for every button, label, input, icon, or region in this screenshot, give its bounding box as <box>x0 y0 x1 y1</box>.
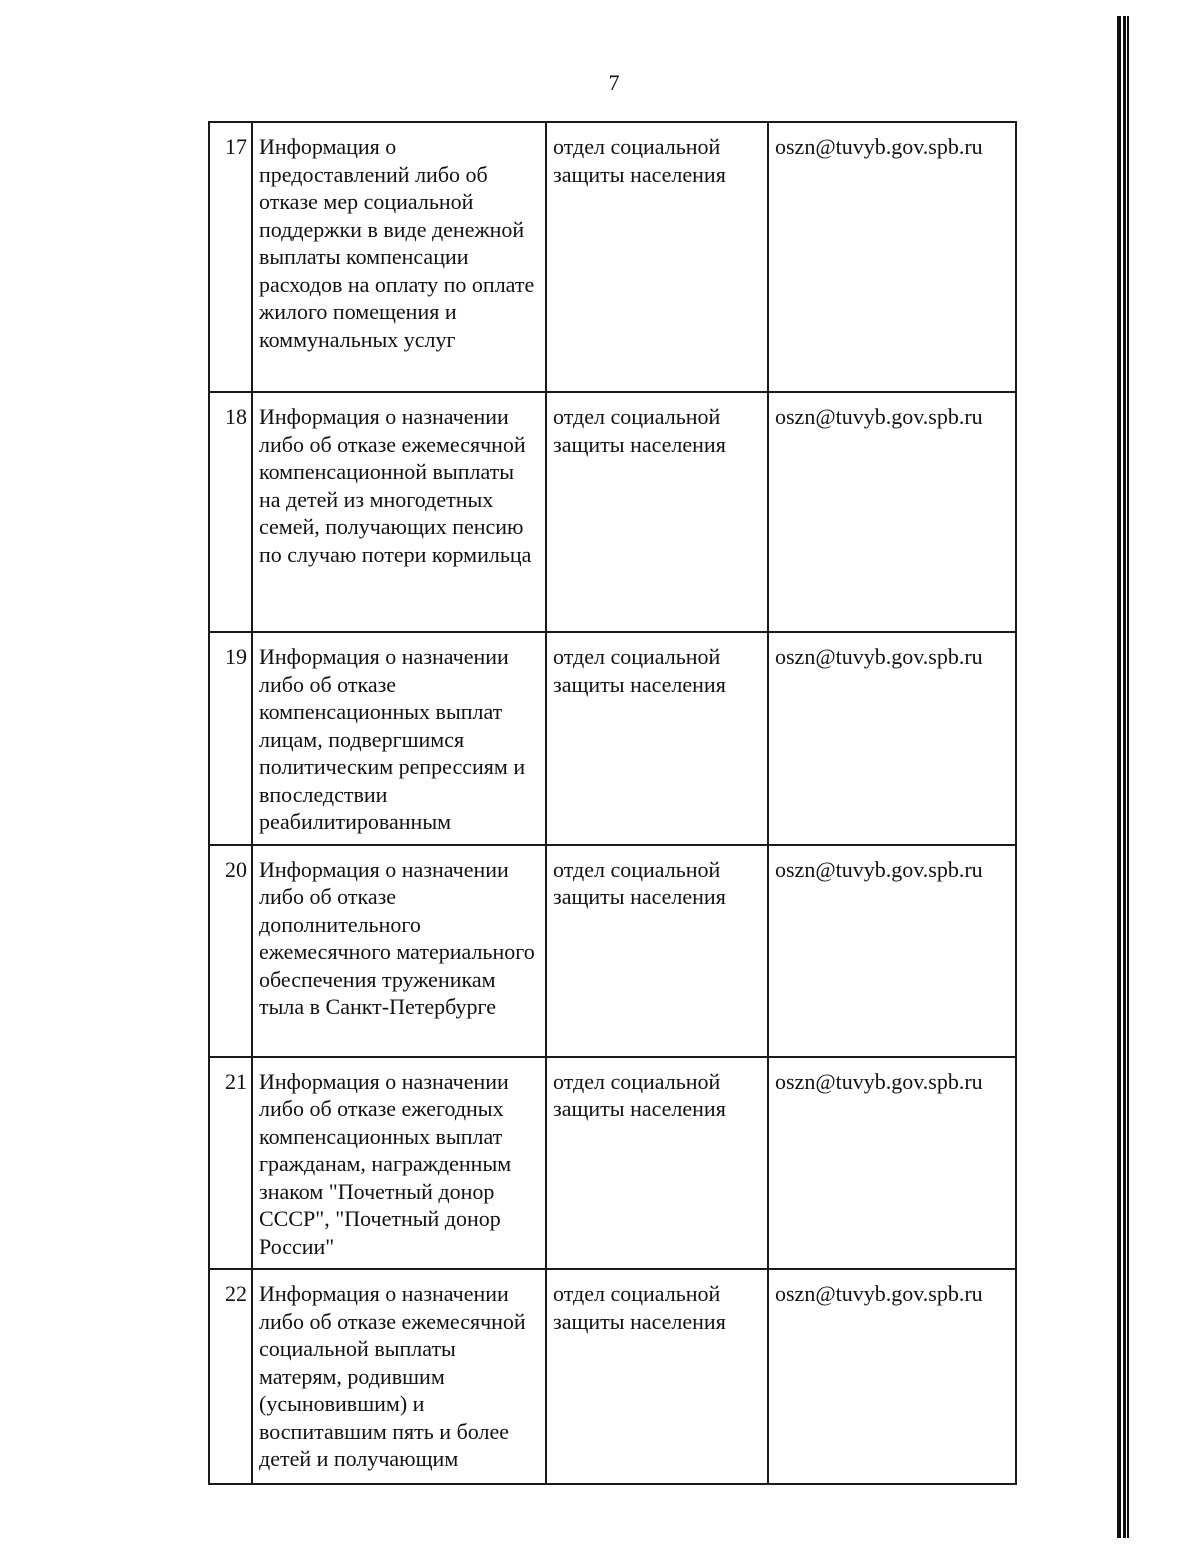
table-row <box>209 632 1016 845</box>
row-number: 18 <box>209 392 252 632</box>
department-name: отдел социальной защиты населения <box>546 122 768 392</box>
scan-edge-bars <box>1117 16 1129 1538</box>
email-address: oszn@tuvyb.gov.spb.ru <box>768 632 1016 845</box>
email-address: oszn@tuvyb.gov.spb.ru <box>768 392 1016 632</box>
email-address: oszn@tuvyb.gov.spb.ru <box>768 1057 1016 1270</box>
edge-bar <box>1127 16 1129 1538</box>
department-name: отдел социальной защиты населения <box>546 1057 768 1270</box>
table-row <box>209 1057 1016 1270</box>
page-number: 7 <box>608 70 620 95</box>
info-description: Информация о предоставлений либо об отказе мер социальной поддержки в виде денежной выплаты компенсации расходов на оплату по оплате жилого помещения и коммунальных услуг <box>252 122 546 392</box>
row-number: 19 <box>209 632 252 845</box>
table-row <box>209 392 1016 632</box>
table-row <box>209 1269 1016 1484</box>
info-description: Информация о назначении либо об отказе ежемесячной компенсационной выплаты на детей из многодетных семей, получающих пенсию по случаю потери кормильца <box>252 392 546 632</box>
row-number: 21 <box>209 1057 252 1270</box>
department-name: отдел социальной защиты населения <box>546 845 768 1057</box>
info-description: Информация о назначении либо об отказе дополнительного ежемесячного материального обеспечения труженикам тыла в Санкт-Петербурге <box>252 845 546 1057</box>
department-name: отдел социальной защиты населения <box>546 1269 768 1484</box>
edge-bar <box>1117 16 1121 1538</box>
row-number: 17 <box>209 122 252 392</box>
services-table <box>208 121 1017 1485</box>
table-row <box>209 845 1016 1057</box>
email-address: oszn@tuvyb.gov.spb.ru <box>768 1269 1016 1484</box>
info-description: Информация о назначении либо об отказе ежегодных компенсационных выплат гражданам, награжденным знаком "Почетный донор СССР", "Почетный донор России" <box>252 1057 546 1270</box>
info-description: Информация о назначении либо об отказе ежемесячной социальной выплаты матерям, родившим (усыновившим) и воспитавшим пять и более детей и получающим <box>252 1269 546 1484</box>
row-number: 22 <box>209 1269 252 1484</box>
department-name: отдел социальной защиты населения <box>546 632 768 845</box>
email-address: oszn@tuvyb.gov.spb.ru <box>768 122 1016 392</box>
table-row <box>209 122 1016 392</box>
row-number: 20 <box>209 845 252 1057</box>
edge-bar <box>1123 16 1126 1538</box>
email-address: oszn@tuvyb.gov.spb.ru <box>768 845 1016 1057</box>
department-name: отдел социальной защиты населения <box>546 392 768 632</box>
info-description: Информация о назначении либо об отказе компенсационных выплат лицам, подвергшимся политическим репрессиям и впоследствии реабилитированным <box>252 632 546 845</box>
